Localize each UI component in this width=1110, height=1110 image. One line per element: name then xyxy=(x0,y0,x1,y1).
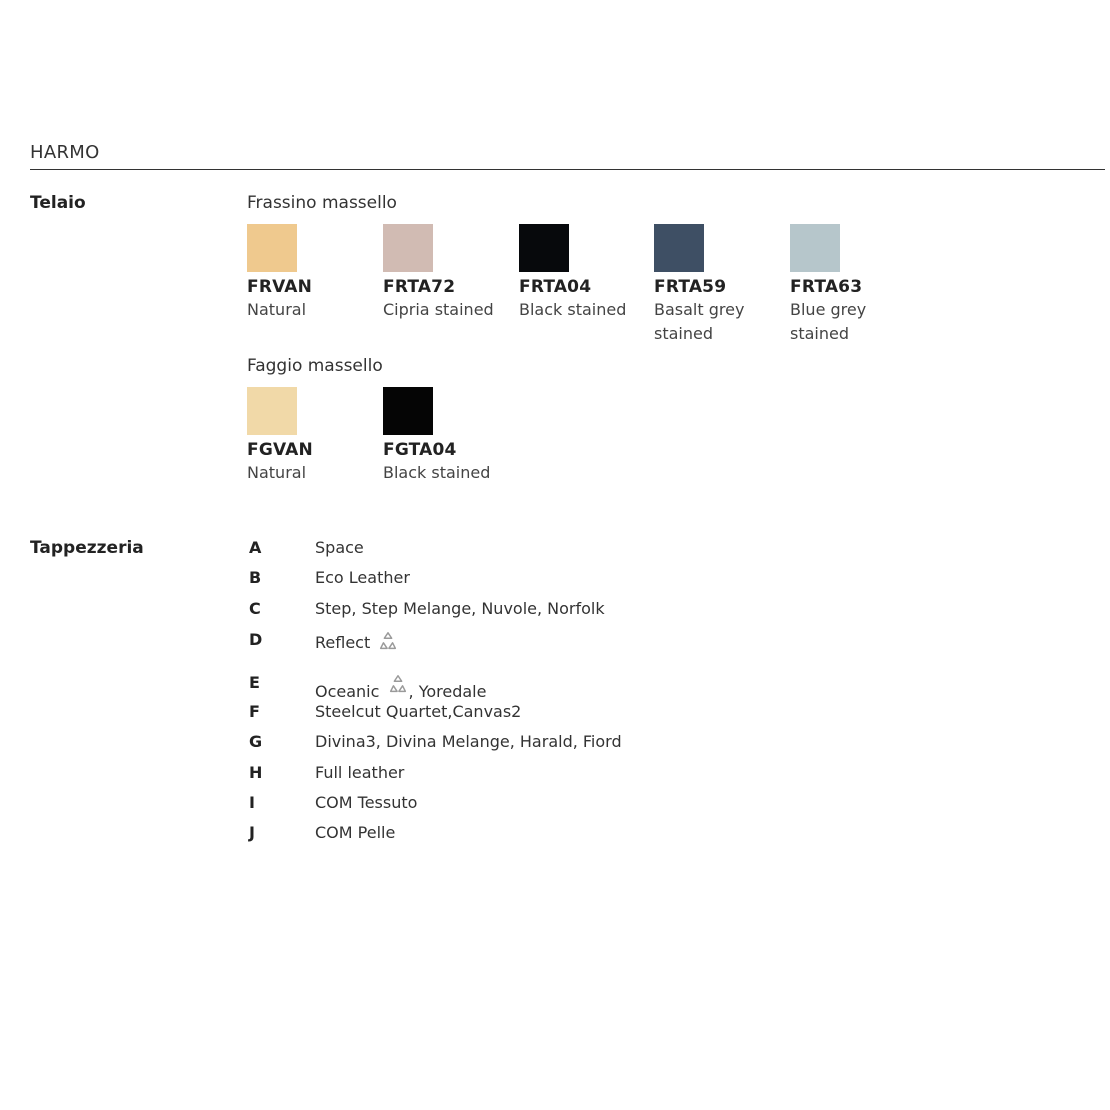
color-swatch xyxy=(383,387,433,435)
document-title: HARMO xyxy=(30,142,100,163)
color-swatch xyxy=(790,224,840,272)
section-label-telaio: Telaio xyxy=(30,193,86,213)
swatch-description: Black stained xyxy=(519,300,627,319)
upholstery-letter: A xyxy=(249,538,262,557)
upholstery-letter: I xyxy=(249,793,255,812)
color-swatch xyxy=(519,224,569,272)
color-swatch xyxy=(247,224,297,272)
swatch-description: Natural xyxy=(247,300,307,319)
upholstery-fabrics: Full leather xyxy=(315,763,405,782)
upholstery-letter: G xyxy=(249,732,263,751)
color-swatch xyxy=(383,224,433,272)
upholstery-fabrics: Divina3, Divina Melange, Harald, Fiord xyxy=(315,732,622,751)
swatch-item xyxy=(654,224,764,346)
upholstery-letter: H xyxy=(249,763,263,782)
upholstery-letter: B xyxy=(249,568,262,587)
group-title-faggio: Faggio massello xyxy=(247,356,383,376)
swatch-description: Cipria stained xyxy=(383,300,494,319)
swatch-item xyxy=(247,387,379,485)
upholstery-letter: D xyxy=(249,630,263,649)
swatch-item xyxy=(790,224,890,346)
group-title-frassino: Frassino massello xyxy=(247,193,397,213)
swatch-code: FGTA04 xyxy=(383,440,457,460)
upholstery-letter: F xyxy=(249,702,260,721)
upholstery-letter: J xyxy=(249,823,255,842)
swatch-description: Basalt grey stained xyxy=(654,300,745,343)
upholstery-fabrics: Space xyxy=(315,538,364,557)
recycle-icon xyxy=(377,630,399,652)
upholstery-letter: C xyxy=(249,599,261,618)
swatch-item xyxy=(383,224,515,322)
upholstery-fabrics-extra: , Yoredale xyxy=(408,682,487,701)
upholstery-letter: E xyxy=(249,673,260,692)
section-label-tappezzeria: Tappezzeria xyxy=(30,538,144,558)
upholstery-fabrics: Reflect xyxy=(315,633,371,652)
upholstery-fabrics: Steelcut Quartet,Canvas2 xyxy=(315,702,522,721)
swatch-item xyxy=(247,224,379,322)
swatch-code: FRVAN xyxy=(247,277,313,297)
upholstery-fabrics: Step, Step Melange, Nuvole, Norfolk xyxy=(315,599,605,618)
swatch-description: Natural xyxy=(247,463,307,482)
swatch-code: FRTA72 xyxy=(383,277,456,297)
upholstery-fabrics: COM Tessuto xyxy=(315,793,418,812)
swatch-code: FGVAN xyxy=(247,440,313,460)
swatch-code: FRTA04 xyxy=(519,277,592,297)
upholstery-fabrics: Oceanic xyxy=(315,682,380,701)
swatch-code: FRTA59 xyxy=(654,277,727,297)
swatch-item xyxy=(383,387,515,485)
upholstery-fabrics: COM Pelle xyxy=(315,823,396,842)
title-divider xyxy=(30,169,1105,170)
swatch-code: FRTA63 xyxy=(790,277,863,297)
swatch-item xyxy=(519,224,651,322)
color-swatch xyxy=(247,387,297,435)
upholstery-fabrics: Eco Leather xyxy=(315,568,410,587)
swatch-description: Black stained xyxy=(383,463,491,482)
recycle-icon xyxy=(387,673,409,695)
swatch-description: Blue grey stained xyxy=(790,300,867,343)
color-swatch xyxy=(654,224,704,272)
